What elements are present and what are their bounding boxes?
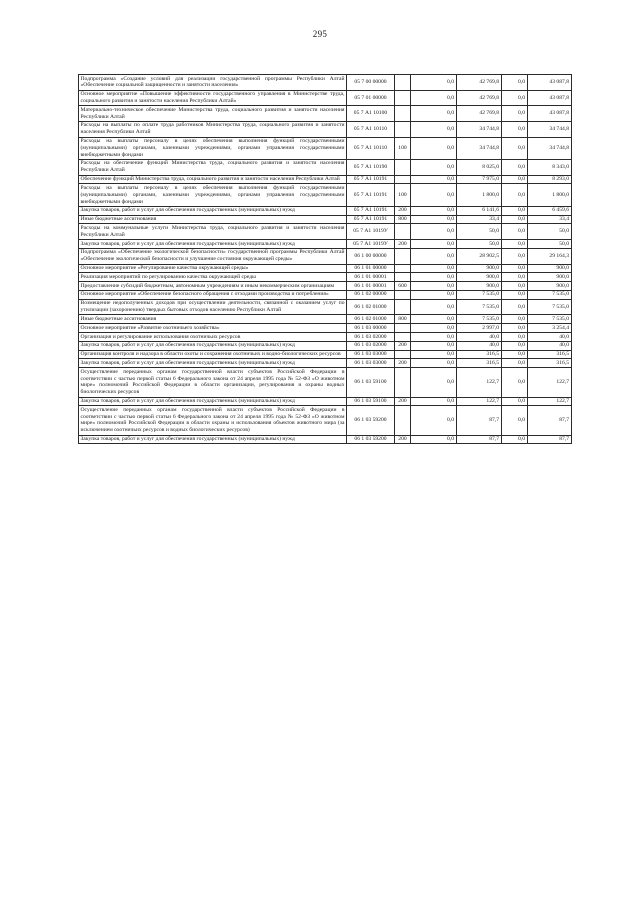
row-name-cell: Закупка товаров, работ и услуг для обеспечения государственных (муниципальных) нужд <box>79 435 347 444</box>
row-amount-a-cell: 0,0 <box>411 206 457 215</box>
row-code-cell: 06 1 00 00000 <box>347 248 395 264</box>
row-amount-a-cell: 0,0 <box>411 137 457 159</box>
row-amount-c-cell: 0,0 <box>502 435 528 444</box>
table-row <box>79 435 572 444</box>
row-name-cell: Организация контроля и надзора в области охоты и сохранения охотничьих и водно-биологических ресурсов <box>79 350 347 359</box>
table-row <box>79 359 572 368</box>
table-row <box>79 324 572 333</box>
row-code-cell: 05 7 А1 10191 <box>347 206 395 215</box>
row-code-cell: 05 7 А1 10191 <box>347 215 395 224</box>
row-amount-d-cell: 50,0 <box>528 240 572 249</box>
row-amount-b-cell: 40,0 <box>457 333 502 342</box>
row-amount-b-cell: 50,0 <box>457 224 502 240</box>
row-amount-c-cell: 0,0 <box>502 299 528 315</box>
row-code-cell: 06 1 03 03000 <box>347 350 395 359</box>
row-amount-b-cell: 87,7 <box>457 406 502 435</box>
row-amount-d-cell: 7 535,0 <box>528 290 572 299</box>
row-name-cell: Закупка товаров, работ и услуг для обеспечения государственных (муниципальных) нужд <box>79 359 347 368</box>
row-code-cell: 05 7 А1 10190 <box>347 159 395 175</box>
table-row <box>79 264 572 273</box>
row-amount-a-cell: 0,0 <box>411 248 457 264</box>
row-amount-a-cell: 0,0 <box>411 324 457 333</box>
row-amount-b-cell: 7 535,0 <box>457 315 502 324</box>
row-amount-d-cell: 900,0 <box>528 273 572 282</box>
row-amount-a-cell: 0,0 <box>411 341 457 350</box>
row-name-cell: Расходы на выплаты персоналу в целях обеспечения выполнения функций государственными (муниципальными) органами, казенными учреждениями, органами управления государственными внебюджетными фондами <box>80 138 345 158</box>
row-amount-d-cell: 43 087,8 <box>528 90 572 106</box>
row-expense-type-cell: 200 <box>395 435 411 444</box>
row-amount-b-cell: 2 997,0 <box>457 324 502 333</box>
row-code-cell: 05 7 А1 10110 <box>347 121 395 137</box>
row-expense-type-cell <box>395 159 411 175</box>
row-amount-b-cell: 33,4 <box>457 215 502 224</box>
row-amount-c-cell: 0,0 <box>502 121 528 137</box>
row-amount-d-cell: 43 087,8 <box>528 75 572 91</box>
row-amount-c-cell: 0,0 <box>502 240 528 249</box>
row-code-cell: 06 1 01 00001 <box>347 273 395 282</box>
row-amount-a-cell: 0,0 <box>411 282 457 291</box>
row-name-cell: Закупка товаров, работ и услуг для обеспечения государственных (муниципальных) нужд <box>79 341 347 350</box>
row-amount-d-cell: 8 343,0 <box>528 159 572 175</box>
table-row <box>79 224 572 240</box>
row-amount-c-cell: 0,0 <box>502 159 528 175</box>
row-name-cell: Основное мероприятие «Развитие охотничьего хозяйства» <box>79 324 347 333</box>
row-amount-d-cell: 7 535,0 <box>528 315 572 324</box>
budget-table-body <box>79 75 572 444</box>
table-row <box>79 137 572 159</box>
row-amount-c-cell: 0,0 <box>502 368 528 397</box>
row-name-cell: Возмещение недополученных доходов при осуществлении деятельности, связанной с оказанием услуг по утилизации (захоронению) твердых бытовых отходов населению Республики Алтай <box>80 300 345 314</box>
row-amount-c-cell: 0,0 <box>502 184 528 206</box>
row-expense-type-cell <box>395 273 411 282</box>
row-amount-a-cell: 0,0 <box>411 159 457 175</box>
row-name-cell: Иные бюджетные ассигнования <box>79 215 347 224</box>
row-code-cell: 05 7 00 00000 <box>347 75 395 91</box>
table-row <box>79 290 572 299</box>
row-expense-type-cell: 200 <box>395 397 411 406</box>
row-amount-d-cell: 316,5 <box>528 359 572 368</box>
row-name-cell: Расходы на обеспечение функций Министерства труда, социального развития и занятости населения Республики Алтай <box>80 160 345 174</box>
row-name-cell: Основное мероприятие «Регулирование качества окружающей среды» <box>79 264 347 273</box>
row-amount-a-cell: 0,0 <box>411 299 457 315</box>
row-amount-a-cell: 0,0 <box>411 215 457 224</box>
table-row <box>79 282 572 291</box>
row-amount-c-cell: 0,0 <box>502 315 528 324</box>
row-amount-a-cell: 0,0 <box>411 397 457 406</box>
row-amount-c-cell: 0,0 <box>502 359 528 368</box>
row-amount-a-cell: 0,0 <box>411 333 457 342</box>
table-row <box>79 90 572 106</box>
row-expense-type-cell <box>395 324 411 333</box>
row-expense-type-cell: 200 <box>395 341 411 350</box>
row-code-cell: 06 1 03 02000 <box>347 333 395 342</box>
row-amount-c-cell: 0,0 <box>502 90 528 106</box>
row-amount-d-cell: 7 535,0 <box>528 299 572 315</box>
row-name-cell: Предоставление субсидий бюджетным, автономным учреждениям и иным некоммерческим организациям <box>79 282 347 291</box>
row-expense-type-cell <box>395 406 411 435</box>
row-amount-b-cell: 42 769,8 <box>457 75 502 91</box>
row-amount-c-cell: 0,0 <box>502 341 528 350</box>
row-amount-c-cell: 0,0 <box>502 175 528 184</box>
row-expense-type-cell: 800 <box>395 215 411 224</box>
row-amount-b-cell: 316,5 <box>457 350 502 359</box>
row-amount-b-cell: 900,0 <box>457 273 502 282</box>
row-expense-type-cell <box>395 224 411 240</box>
row-code-cell: 06 1 03 59200 <box>347 435 395 444</box>
row-expense-type-cell <box>395 264 411 273</box>
row-code-cell: 06 1 02 01000 <box>347 315 395 324</box>
row-code-cell: 06 1 01 00000 <box>347 264 395 273</box>
row-amount-c-cell: 0,0 <box>502 75 528 91</box>
row-expense-type-cell <box>395 299 411 315</box>
row-amount-b-cell: 42 769,8 <box>457 90 502 106</box>
row-code-cell: 06 1 03 02000 <box>347 341 395 350</box>
row-amount-a-cell: 0,0 <box>411 273 457 282</box>
row-code-cell: 05 7 01 00000 <box>347 90 395 106</box>
row-amount-b-cell: 28 902,5 <box>457 248 502 264</box>
row-expense-type-cell <box>395 90 411 106</box>
row-amount-b-cell: 1 800,0 <box>457 184 502 206</box>
row-amount-b-cell: 7 975,0 <box>457 175 502 184</box>
row-amount-b-cell: 900,0 <box>457 282 502 291</box>
row-amount-d-cell: 900,0 <box>528 264 572 273</box>
row-amount-c-cell: 0,0 <box>502 137 528 159</box>
row-amount-a-cell: 0,0 <box>411 368 457 397</box>
row-amount-a-cell: 0,0 <box>411 175 457 184</box>
row-amount-d-cell: 34 744,8 <box>528 137 572 159</box>
table-row <box>79 184 572 206</box>
row-expense-type-cell: 100 <box>395 137 411 159</box>
row-amount-d-cell: 34 744,8 <box>528 121 572 137</box>
row-amount-b-cell: 8 025,0 <box>457 159 502 175</box>
row-expense-type-cell: 200 <box>395 359 411 368</box>
table-row <box>79 315 572 324</box>
row-amount-a-cell: 0,0 <box>411 359 457 368</box>
row-amount-a-cell: 0,0 <box>411 435 457 444</box>
row-code-cell: 05 7 А1 10191 <box>347 184 395 206</box>
row-amount-a-cell: 0,0 <box>411 264 457 273</box>
row-expense-type-cell <box>395 333 411 342</box>
row-amount-b-cell: 900,0 <box>457 264 502 273</box>
row-amount-d-cell: 43 087,8 <box>528 106 572 122</box>
row-code-cell: 06 1 03 03000 <box>347 359 395 368</box>
row-amount-d-cell: 29 164,3 <box>528 248 572 264</box>
row-code-cell: 05 7 А1 10191 <box>347 175 395 184</box>
row-amount-a-cell: 0,0 <box>411 184 457 206</box>
row-amount-c-cell: 0,0 <box>502 273 528 282</box>
row-code-cell: 06 1 03 59200 <box>347 406 395 435</box>
row-name-cell: Закупка товаров, работ и услуг для обеспечения государственных (муниципальных) нужд <box>79 397 347 406</box>
row-name-cell: Основное мероприятие «Повышение эффективности государственного управления в Министерстве труда, социального развития и занятости населения Республики Алтай» <box>80 91 345 104</box>
row-code-cell: 05 7 А1 1019У <box>347 240 395 249</box>
row-expense-type-cell <box>395 248 411 264</box>
row-code-cell: 06 1 01 00001 <box>347 282 395 291</box>
table-row <box>79 397 572 406</box>
row-name-cell: Подпрограмма «Создание условий для реализации государственной программы Республики Алтай «Обеспечение социальной защищенности и занятости населения» <box>80 75 345 89</box>
row-expense-type-cell <box>395 175 411 184</box>
row-amount-d-cell: 122,7 <box>528 368 572 397</box>
table-row <box>79 273 572 282</box>
table-row <box>79 368 572 397</box>
row-amount-b-cell: 122,7 <box>457 397 502 406</box>
row-name-cell: Осуществление переданных органам государственной власти субъектов Российской Федерации в соответствии с частью первой статьи 6 Федерального закона от 24 апреля 1995 года № 52-ФЗ «О животном мире» полномочий Российской Федерации в области организации, регулирования и охраны водных биологических ресурсов <box>80 368 345 396</box>
row-amount-d-cell: 8 293,0 <box>528 175 572 184</box>
table-row <box>79 333 572 342</box>
budget-table <box>78 74 572 444</box>
row-amount-b-cell: 40,0 <box>457 341 502 350</box>
row-amount-a-cell: 0,0 <box>411 106 457 122</box>
row-amount-c-cell: 0,0 <box>502 215 528 224</box>
table-row <box>79 341 572 350</box>
row-amount-c-cell: 0,0 <box>502 333 528 342</box>
page-number: 295 <box>312 29 328 39</box>
table-row <box>79 406 572 435</box>
row-amount-b-cell: 34 744,8 <box>457 137 502 159</box>
row-name-cell: Иные бюджетные ассигнования <box>79 315 347 324</box>
row-expense-type-cell <box>395 75 411 91</box>
row-expense-type-cell: 100 <box>395 184 411 206</box>
row-amount-c-cell: 0,0 <box>502 324 528 333</box>
row-amount-c-cell: 0,0 <box>502 264 528 273</box>
row-amount-a-cell: 0,0 <box>411 240 457 249</box>
row-amount-a-cell: 0,0 <box>411 406 457 435</box>
row-amount-d-cell: 87,7 <box>528 406 572 435</box>
row-amount-b-cell: 7 535,0 <box>457 299 502 315</box>
row-amount-c-cell: 0,0 <box>502 282 528 291</box>
row-amount-d-cell: 1 800,0 <box>528 184 572 206</box>
row-amount-d-cell: 87,7 <box>528 435 572 444</box>
row-name-cell: Расходы на коммунальные услуги Министерства труда, социального развития и занятости населения Республики Алтай <box>80 224 345 238</box>
row-amount-c-cell: 0,0 <box>502 248 528 264</box>
row-amount-d-cell: 50,0 <box>528 224 572 240</box>
row-amount-a-cell: 0,0 <box>411 90 457 106</box>
row-amount-a-cell: 0,0 <box>411 75 457 91</box>
row-amount-d-cell: 900,0 <box>528 282 572 291</box>
row-amount-b-cell: 34 744,8 <box>457 121 502 137</box>
row-amount-a-cell: 0,0 <box>411 224 457 240</box>
row-amount-c-cell: 0,0 <box>502 224 528 240</box>
row-amount-b-cell: 42 769,8 <box>457 106 502 122</box>
table-row <box>79 215 572 224</box>
row-name-cell: Подпрограмма «Обеспечение экологической безопасности» государственной программы Республики Алтай «Обеспечение экологической безопасности и улучшение состояния окружающей среды» <box>80 249 345 263</box>
row-amount-c-cell: 0,0 <box>502 206 528 215</box>
row-code-cell: 05 7 А1 10110 <box>347 137 395 159</box>
row-name-cell: Закупка товаров, работ и услуг для обеспечения государственных (муниципальных) нужд <box>79 206 347 215</box>
table-row <box>79 175 572 184</box>
row-expense-type-cell <box>395 350 411 359</box>
row-amount-d-cell: 40,0 <box>528 333 572 342</box>
row-code-cell: 06 1 02 00000 <box>347 290 395 299</box>
row-amount-c-cell: 0,0 <box>502 350 528 359</box>
row-amount-d-cell: 40,0 <box>528 341 572 350</box>
row-amount-b-cell: 316,5 <box>457 359 502 368</box>
row-expense-type-cell <box>395 106 411 122</box>
row-expense-type-cell: 200 <box>395 206 411 215</box>
row-code-cell: 05 7 А1 10100 <box>347 106 395 122</box>
table-row <box>79 159 572 175</box>
row-code-cell: 05 7 А1 1019У <box>347 224 395 240</box>
row-amount-c-cell: 0,0 <box>502 406 528 435</box>
row-code-cell: 06 1 03 59100 <box>347 397 395 406</box>
row-code-cell: 06 1 03 00000 <box>347 324 395 333</box>
row-name-cell: Закупка товаров, работ и услуг для обеспечения государственных (муниципальных) нужд <box>79 240 347 249</box>
row-name-cell: Расходы на выплаты персоналу в целях обеспечения выполнения функций государственными (муниципальными) органами, казенными учреждениями, органами управления государственными внебюджетными фондами <box>80 184 345 205</box>
table-row <box>79 350 572 359</box>
row-name-cell: Реализация мероприятий по регулированию качества окружающей среды <box>79 273 347 282</box>
row-name-cell: Организация и регулирование использования охотничьих ресурсов <box>79 333 347 342</box>
row-amount-b-cell: 50,0 <box>457 240 502 249</box>
row-amount-b-cell: 87,7 <box>457 435 502 444</box>
row-amount-c-cell: 0,0 <box>502 290 528 299</box>
row-amount-d-cell: 33,4 <box>528 215 572 224</box>
table-row <box>79 240 572 249</box>
row-amount-a-cell: 0,0 <box>411 350 457 359</box>
row-expense-type-cell <box>395 121 411 137</box>
row-amount-a-cell: 0,0 <box>411 290 457 299</box>
table-row <box>79 121 572 137</box>
row-amount-d-cell: 316,5 <box>528 350 572 359</box>
row-name-cell: Расходы на выплаты по оплате труда работников Министерства труда, социального развития и занятости населения Республики Алтай <box>80 122 345 136</box>
row-amount-c-cell: 0,0 <box>502 397 528 406</box>
row-amount-d-cell: 3 254,4 <box>528 324 572 333</box>
row-expense-type-cell <box>395 368 411 397</box>
row-name-cell: Основное мероприятие «Обеспечение безопасного обращения с отходами производства и потребления» <box>79 290 347 299</box>
row-name-cell: Осуществление переданных органам государственной власти субъектов Российской Федерации в соответствии с частью первой статьи 6 Федерального закона от 24 апреля 1995 года № 52-ФЗ «О животном мире» полномочий Российской Федерации в области охраны и использования объектов животного мира (за исключением охотничьих ресурсов и водных биологических ресурсов) <box>80 406 345 434</box>
row-name-cell: Обеспечение функций Министерства труда, социального развития и занятости населения Республики Алтай <box>79 175 347 184</box>
row-expense-type-cell: 200 <box>395 240 411 249</box>
row-expense-type-cell: 600 <box>395 282 411 291</box>
row-code-cell: 06 1 03 59100 <box>347 368 395 397</box>
row-name-cell: Материально-техническое обеспечение Министерства труда, социального развития и занятости населения Республики Алтай <box>80 106 345 120</box>
table-row <box>79 299 572 315</box>
row-amount-d-cell: 6 459,6 <box>528 206 572 215</box>
row-amount-c-cell: 0,0 <box>502 106 528 122</box>
table-row <box>79 106 572 122</box>
row-amount-d-cell: 122,7 <box>528 397 572 406</box>
table-row <box>79 248 572 264</box>
row-expense-type-cell: 800 <box>395 315 411 324</box>
row-expense-type-cell <box>395 290 411 299</box>
row-amount-a-cell: 0,0 <box>411 315 457 324</box>
row-code-cell: 06 1 02 01000 <box>347 299 395 315</box>
table-row <box>79 75 572 91</box>
table-row <box>79 206 572 215</box>
row-amount-b-cell: 6 141,6 <box>457 206 502 215</box>
row-amount-b-cell: 7 535,0 <box>457 290 502 299</box>
row-amount-a-cell: 0,0 <box>411 121 457 137</box>
row-amount-b-cell: 122,7 <box>457 368 502 397</box>
